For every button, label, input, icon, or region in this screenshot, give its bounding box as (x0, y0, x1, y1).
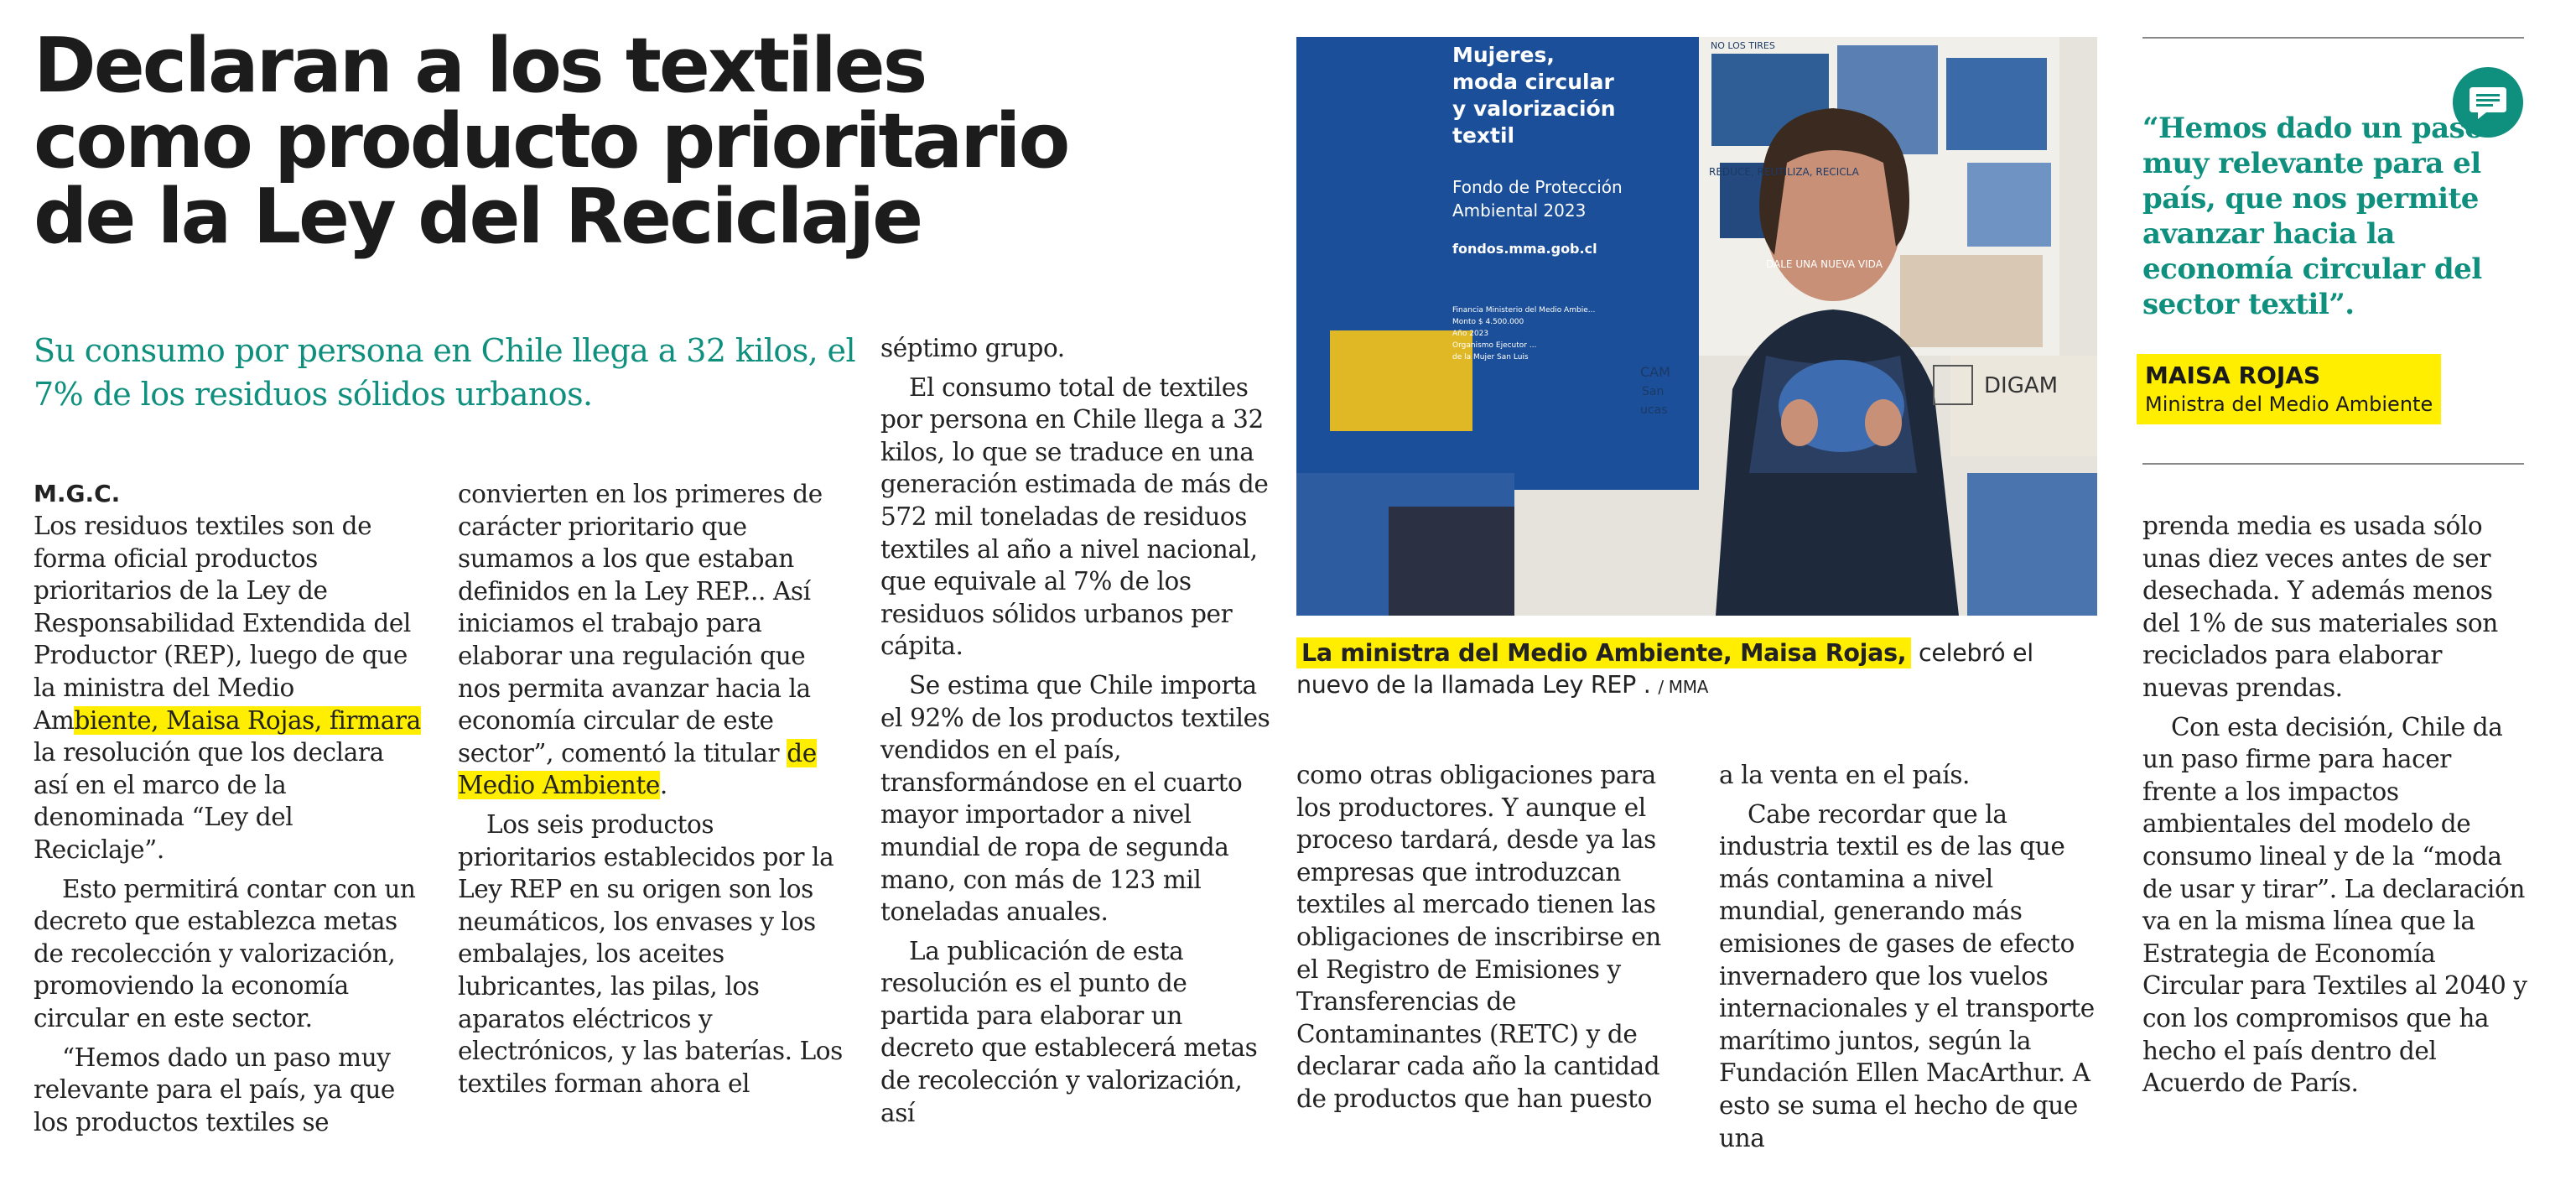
poster-monto: Monto $ 4.500.000 (1452, 318, 1524, 326)
paragraph: Los seis productos prioritarios establecidos por la Ley REP en su origen son los neumáticos, los envases y los embalajes, los aceites lubricantes, las pilas, los aparatos eléctricos y electrónicos, y las baterías. Los textiles forman ahora el (458, 809, 843, 1098)
headline-line-3: de la Ley del Reciclaje (34, 173, 922, 261)
poster-fund-1: Fondo de Protección (1452, 177, 1623, 197)
sign-top: NO LOS TIRES (1711, 40, 1775, 51)
paragraph: La publicación de esta resolución es el punto de partida para elaborar un decreto que establecerá metas de recolección y valorización, así (880, 936, 1258, 1127)
article-column-5 (1719, 759, 2105, 1154)
article-column-2 (458, 478, 848, 1100)
cam-label-3: ucas (1640, 403, 1668, 417)
article-column-3 (880, 332, 1270, 1129)
digam-logo: DIGAM (1984, 373, 2059, 398)
divider (2142, 463, 2524, 465)
poster-mujer: de la Mujer San Luis (1452, 353, 1529, 361)
article-column-4 (1296, 759, 1682, 1116)
poster-title-3: y valorización (1452, 96, 1616, 121)
paragraph: Cabe recordar que la industria textil es de las que más contamina a nivel mundial, generando más emisiones de gases de efecto invernadero que los vuelos internacionales y el transporte marítimo juntos, según la Fundación Ellen MacArthur. A esto se suma el hecho de que una (1719, 799, 2095, 1152)
paragraph (458, 478, 848, 802)
paragraph: “Hemos dado un paso muy relevante para el país, ya que los productos textiles se (34, 1043, 395, 1136)
poster-url: fondos.mma.gob.cl (1452, 241, 1597, 257)
headline (34, 22, 1291, 261)
divider (2142, 37, 2524, 39)
highlighted-text: biente, Maisa Rojas, firmara (74, 705, 421, 735)
news-photo (1296, 37, 2097, 616)
paragraph: Esto permitirá contar con un decreto que establezca metas de recolección y valorización, promoviendo la economía circular en este sector. (34, 874, 416, 1032)
sign-low: DALE UNA NUEVA VIDA (1766, 258, 1883, 270)
paragraph: prenda media es usada sólo unas diez veces antes de ser desechada. Y además menos del 1% de sus materiales son reciclados para elaborar nuevas prendas. (2142, 512, 2498, 702)
byline: M.G.C. (34, 480, 121, 507)
paragraph: a la venta en el país. (1719, 761, 1971, 789)
paragraph (34, 510, 423, 866)
text-run: . (659, 771, 667, 800)
poster-title-1: Mujeres, (1452, 43, 1555, 67)
text-run: la resolución que los declara así en el marco de la denominada “Ley del Reciclaje”. (34, 738, 384, 864)
article-column-1 (34, 478, 423, 1138)
paragraph: séptimo grupo. (880, 334, 1065, 362)
sign-mid: REDUCE, REUTILIZA, RECICLA (1709, 166, 1859, 178)
article-column-6 (2142, 510, 2528, 1100)
poster-title-4: textil (1452, 123, 1515, 148)
poster-financia: Financia Ministerio del Medio Ambie... (1452, 306, 1596, 315)
quote-author-name: MAISA ROJAS (2145, 361, 2321, 389)
paragraph: El consumo total de textiles por persona en Chile llega a 32 kilos, lo que se traduce en una generación estimada de más de 572 mil toneladas de residuos textiles al año a nivel nacional, que equivale al 7% de los residuos sólidos urbanos per cápita. (880, 372, 1269, 661)
poster-ano: Año 2023 (1452, 330, 1489, 338)
cam-label-1: CAM (1640, 364, 1670, 380)
text-run: Los residuos textiles son de forma oficial productos prioritarios de la Ley de Responsabilidad Extendida del Productor (REP), luego de que la ministra del Medio Am (34, 512, 411, 735)
poster-fund-2: Ambiental 2023 (1452, 200, 1587, 221)
caption-lead: La ministra del Medio Ambiente, Maisa Rojas, (1296, 637, 1911, 668)
quote-author-role: Ministra del Medio Ambiente (2145, 393, 2433, 416)
subheadline: Su consumo por persona en Chile llega a 32 kilos, el 7% de los residuos sólidos urbanos. (34, 332, 855, 413)
photo-credit: / MMA (1658, 677, 1709, 697)
highlighted-text: de Medio Ambiente (458, 738, 817, 800)
photo-caption (1296, 637, 2097, 703)
poster-title-2: moda circular (1452, 70, 1614, 94)
headline-line-1: Declaran a los textiles (34, 22, 926, 110)
paragraph: como otras obligaciones para los productores. Y aunque el proceso tardará, desde ya las empresas que introduzcan textiles al mercado tienen las obligaciones de inscribirse en el Registro de Emisiones y Transferencias de Contaminantes (RETC) y de declarar cada año la cantidad de productos que han puesto (1296, 761, 1661, 1113)
headline-line-2: como producto prioritario (34, 97, 1068, 185)
cam-label-2: San (1642, 385, 1665, 398)
paragraph: Se estima que Chile importa el 92% de los productos textiles vendidos en el país, transformándose en el cuarto mayor importador a nivel mundial de ropa de segunda mano, con más de 123 mil toneladas anuales. (880, 670, 1270, 927)
pull-quote: “Hemos dado un paso muy relevante para el país, que nos permite avanzar hacia la economía circular del sector textil”. (2142, 112, 2484, 321)
poster-organismo: Organismo Ejecutor ... (1452, 341, 1537, 350)
text-run: convierten en los primeres de carácter prioritario que sumamos a los que estaban definidos en la Ley REP... Así iniciamos el trabajo para elaborar una regulación que nos permita avanzar hacia la economía circular de este sector”, comentó la titular (458, 480, 823, 767)
caption-text: celebró el nuevo de la llamada Ley REP . (1296, 639, 2033, 699)
quote-attribution (2137, 354, 2441, 424)
paragraph: Con esta decisión, Chile da un paso firme para hacer frente a los impactos ambientales del modelo de consumo lineal y de la “moda de usar y tirar”. La declaración va en la misma línea que la Estrategia de Economía Circular para Textiles al 2040 y con los compromisos que ha hecho el país dentro del Acuerdo de París. (2142, 712, 2527, 1098)
